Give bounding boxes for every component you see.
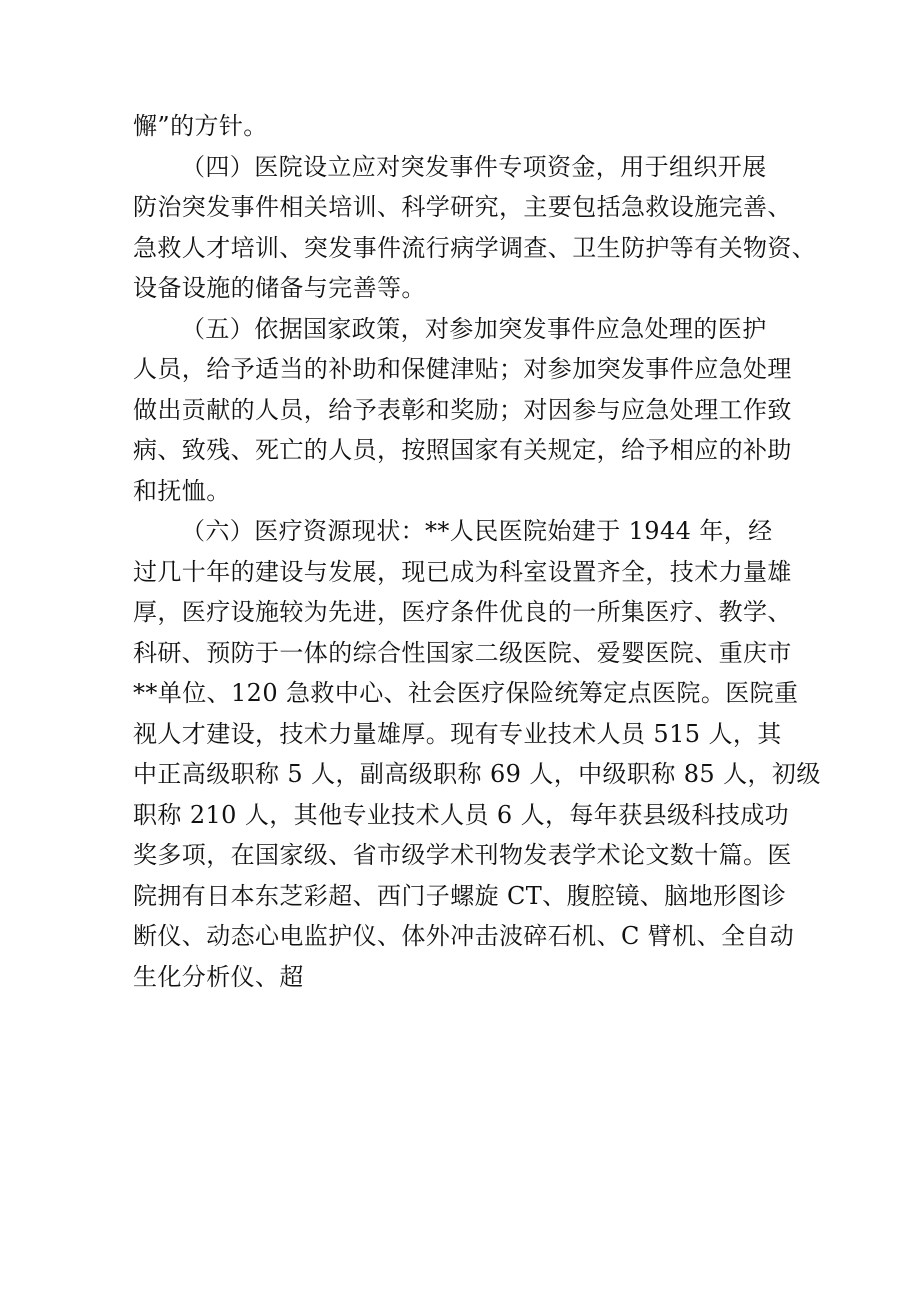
text-line: 设备设施的储备与完善等。 — [133, 274, 426, 302]
text-line: 和抚恤。 — [133, 476, 231, 505]
text-line: 科研、预防于一体的综合性国家二级医院、爱婴医院、重庆市 — [133, 638, 792, 667]
text-line: 懈”的方针。 — [133, 112, 268, 140]
text-line: 中正高级职称 5 人，副高级职称 69 人，中级职称 85 人，初级 — [133, 760, 821, 788]
text-line: 厚，医疗设施较为先进，医疗条件优良的一所集医疗、教学、 — [133, 598, 792, 626]
paragraph-five-subsidies — [133, 309, 793, 512]
text-line: （五）依据国家政策，对参加突发事件应急处理的医护 — [181, 314, 767, 343]
text-line: 院拥有日本东芝彩超、西门子螺旋 CT、腹腔镜、脑地形图诊 — [133, 881, 787, 910]
text-line: 做出贡献的人员，给予表彰和奖励；对因参与应急处理工作致 — [133, 395, 792, 424]
text-line: 急救人才培训、突发事件流行病学调查、卫生防护等有关物资、 — [133, 233, 817, 262]
paragraph-continuation — [133, 106, 793, 147]
text-line: 断仪、动态心电监护仪、体外冲击波碎石机、C 臂机、全自动 — [133, 922, 795, 950]
text-line: 病、致残、死亡的人员，按照国家有关规定，给予相应的补助 — [133, 436, 792, 464]
body-text — [133, 106, 821, 997]
text-line: 防治突发事件相关培训、科学研究，主要包括急救设施完善、 — [133, 193, 792, 221]
text-line: **单位、120 急救中心、社会医疗保险统筹定点医院。医院重 — [133, 679, 799, 707]
text-line: （四）医院设立应对突发事件专项资金，用于组织开展 — [181, 152, 767, 181]
paragraph-six-resources — [133, 511, 821, 997]
text-line: 视人才建设，技术力量雄厚。现有专业技术人员 515 人，其 — [133, 719, 782, 748]
text-line: 人员，给予适当的补助和保健津贴；对参加突发事件应急处理 — [133, 355, 792, 383]
text-line: 职称 210 人，其他专业技术人员 6 人，每年获县级科技成功 — [133, 800, 789, 829]
paragraph-four-special-fund — [133, 147, 817, 309]
text-line: （六）医疗资源现状：**人民医院始建于 1944 年，经 — [181, 517, 773, 545]
text-line: 生化分析仪、超 — [133, 962, 304, 991]
text-line: 过几十年的建设与发展，现已成为科室设置齐全，技术力量雄 — [133, 557, 792, 586]
text-line: 奖多项，在国家级、省市级学术刊物发表学术论文数十篇。医 — [133, 841, 792, 869]
